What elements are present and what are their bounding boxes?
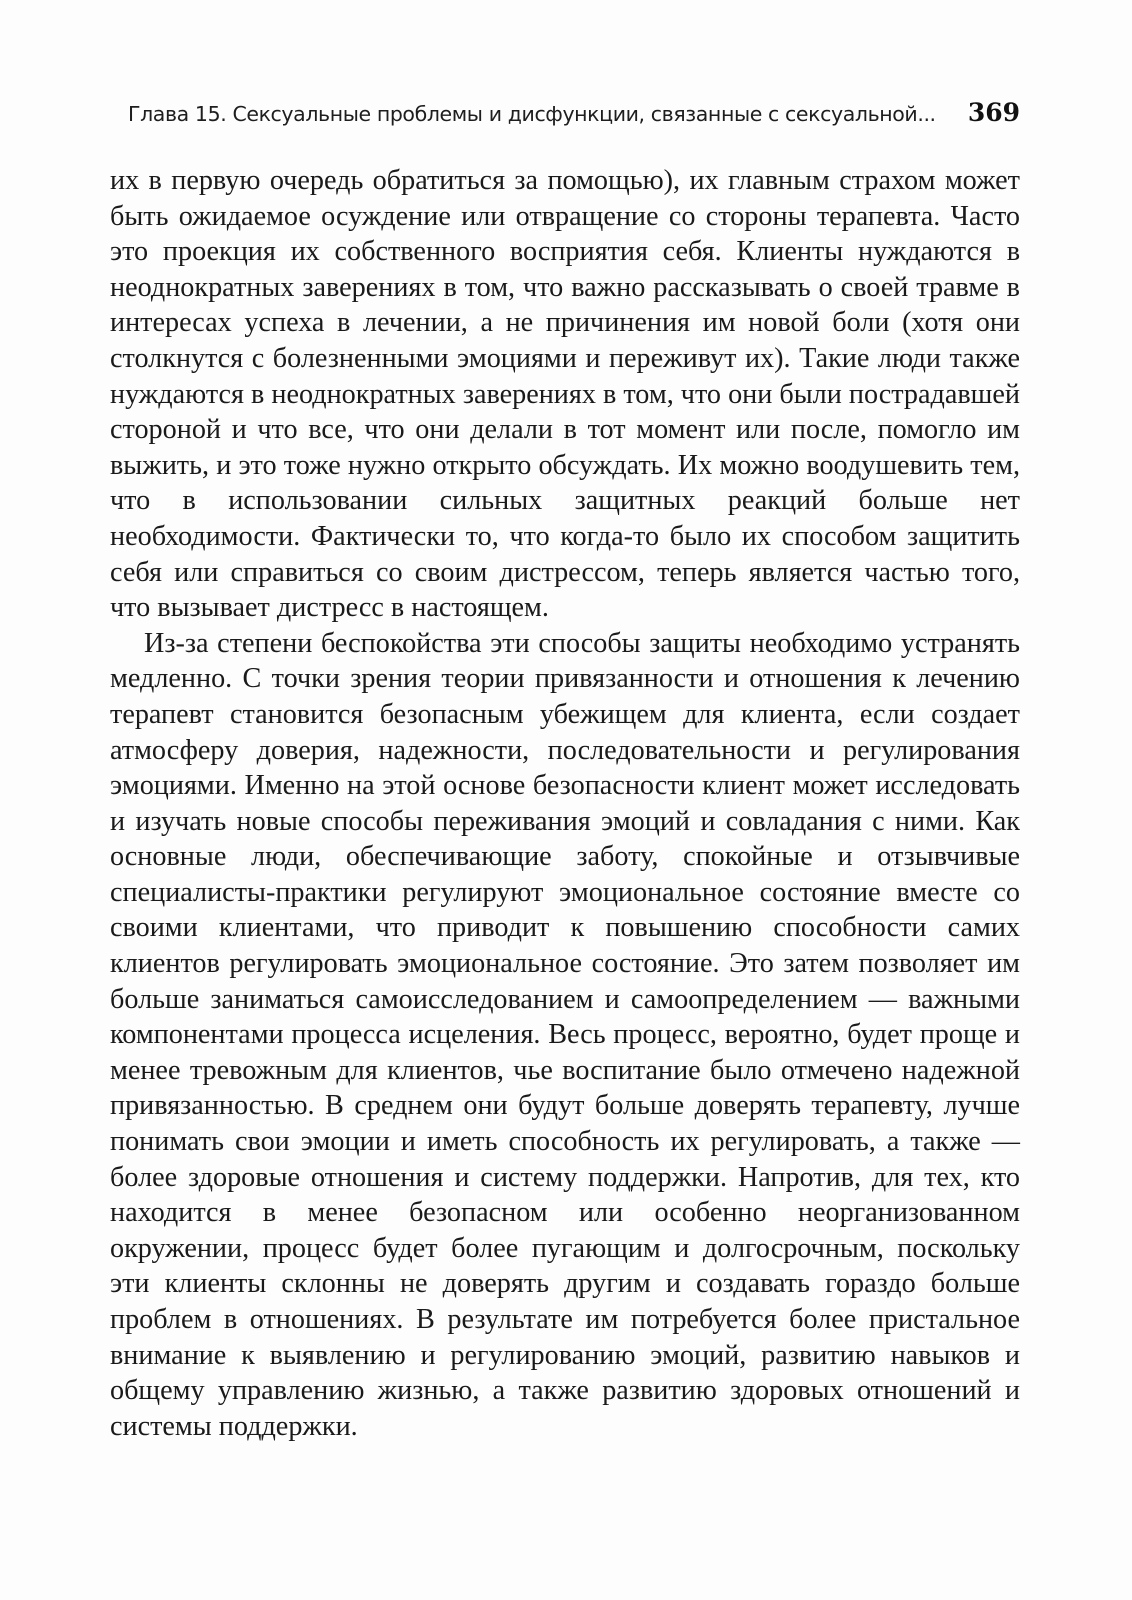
- running-header: [128, 98, 1020, 142]
- paragraph: Из-за степени беспокойства эти способы защиты необходимо устранять медленно. С точки зрения теории привязанности и отношения к лечению терапевт становится безопасным убежищем для клиента, если создает атмосферу доверия, надежности, последовательности и регулирования эмоциями. Именно на этой основе безопасности клиент может исследовать и изучать новые способы переживания эмоций и совладания с ними. Как основные люди, обеспечивающие заботу, спокойные и отзывчивые специалисты-практики регулируют эмоциональное состояние вместе со своими клиентами, что приводит к повышению способности самих клиентов регулировать эмоциональное состояние. Это затем позволяет им больше заниматься самоисследованием и самоопределением — важными компонентами процесса исцеления. Весь процесс, вероятно, будет проще и менее тревожным для клиентов, чье воспитание было отмечено надежной привязанностью. В среднем они будут больше доверять терапевту, лучше понимать свои эмоции и иметь способность их регулировать, а также — более здоровые отношения и систему поддержки. Напротив, для тех, кто находится в менее безопасном или особенно неорганизованном окружении, процесс будет более пугающим и долгосрочным, поскольку эти клиенты склонны не доверять другим и создавать гораздо больше проблем в отношениях. В результате им потребуется более пристальное внимание к выявлению и регулированию эмоций, развитию навыков и общему управлению жизнью, а также развитию здоровых отношений и системы поддержки.: [110, 627, 1020, 1442]
- page-number: 369: [967, 98, 1020, 127]
- chapter-title: Глава 15. Сексуальные проблемы и дисфункции, связанные с сексуальной...: [128, 102, 936, 126]
- paragraph-continued: их в первую очередь обратиться за помощью), их главным страхом может быть ожидаемое осуждение или отвращение со стороны терапевта. Часто это проекция их собственного восприятия себя. Клиенты нуждаются в неоднократных заверениях в том, что важно рассказывать о своей травме в интересах успеха в лечении, а не причинения им новой боли (хотя они столкнутся с болезненными эмоциями и переживут их). Такие люди также нуждаются в неоднократных заверениях в том, что они были пострадавшей стороной и что все, что они делали в тот момент или после, помогло им выжить, и это тоже нужно открыто обсуждать. Их можно воодушевить тем, что в использовании сильных защитных реакций больше нет необходимости. Фактически то, что когда-то было их способом защитить себя или справиться со своим дистрессом, теперь является частью того, что вызывает дистресс в настоящем.: [110, 165, 1020, 624]
- body-text: [110, 163, 1020, 1444]
